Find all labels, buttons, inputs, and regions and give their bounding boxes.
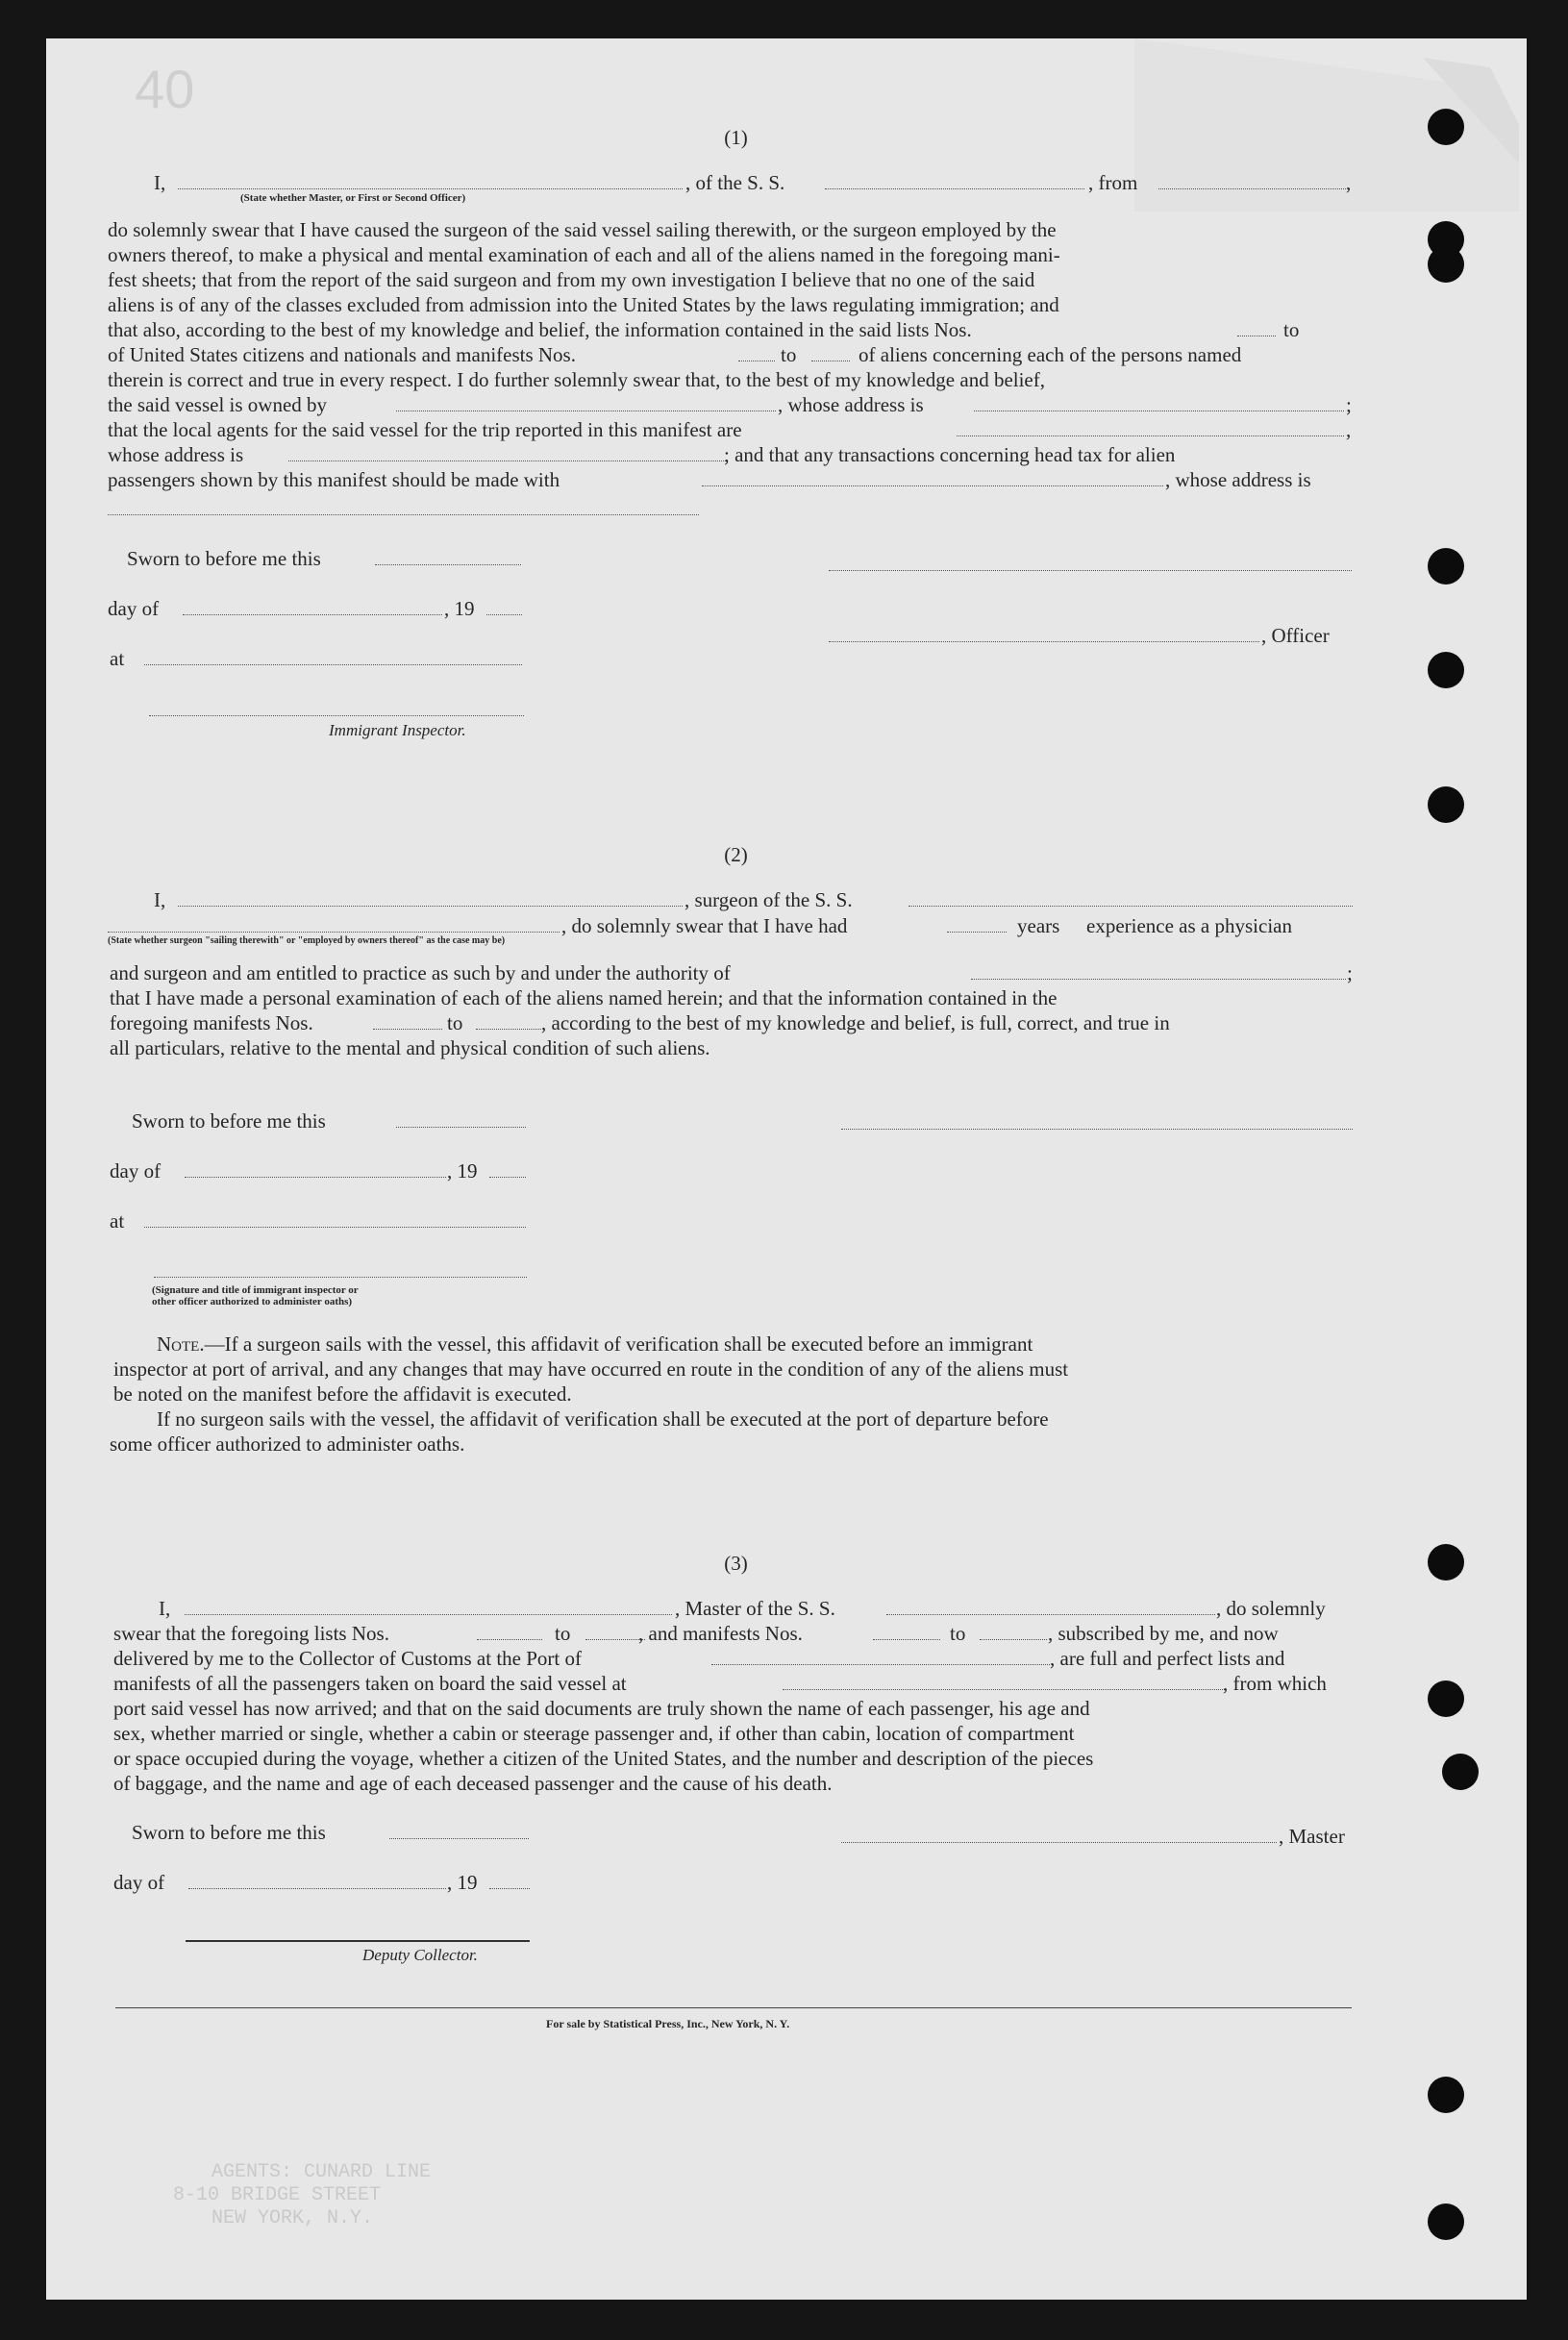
at-label: at <box>110 647 125 670</box>
punch-hole <box>1428 1680 1464 1717</box>
caption: (State whether Master, or First or Second Officer) <box>240 192 466 204</box>
signature-line[interactable] <box>829 570 1352 571</box>
field-label: , from <box>1088 171 1138 194</box>
note-text: —If a surgeon sails with the vessel, this affidavit of verification shall be executed before an immigrant <box>204 1332 1033 1356</box>
authority-field[interactable] <box>971 979 1346 980</box>
surgeon-name-field[interactable] <box>178 906 683 907</box>
note-line: inspector at port of arrival, and any changes that may have occurred en route in the condition of any of the aliens must <box>113 1357 1069 1381</box>
at-label: at <box>110 1209 125 1232</box>
caption: (State whether surgeon "sailing therewith" or "employed by owners thereof" as the case may be) <box>108 935 506 946</box>
paragraph-line: fest sheets; that from the report of the said surgeon and from my own investigation I believe that no one of the said <box>108 268 1035 291</box>
paragraph-line: aliens is of any of the classes excluded from admission into the United States by the laws regulating immigration; and <box>108 293 1059 316</box>
field-label: I, <box>154 888 166 911</box>
punch-hole <box>1428 786 1464 823</box>
at-place-field[interactable] <box>144 664 522 665</box>
master-name-field[interactable] <box>178 188 683 189</box>
footer-divider <box>115 2007 1352 2008</box>
years-field[interactable] <box>947 932 1007 933</box>
year-label: , 19 <box>447 1871 478 1894</box>
paragraph-line: , subscribed by me, and now <box>1048 1622 1279 1645</box>
surgeon-type-field[interactable] <box>108 932 560 933</box>
field-label: to <box>1283 318 1300 341</box>
paragraph-line: , and manifests Nos. <box>638 1622 803 1645</box>
paragraph-line: delivered by me to the Collector of Customs at the Port of <box>113 1647 582 1670</box>
punch-hole <box>1442 1754 1479 1790</box>
year-field[interactable] <box>489 1177 526 1178</box>
sworn-date-field[interactable] <box>375 564 521 565</box>
day-of-field[interactable] <box>183 614 442 615</box>
paragraph-line: manifests of all the passengers taken on board the said vessel at <box>113 1672 627 1695</box>
punctuation: , <box>1346 171 1352 194</box>
sworn-label: Sworn to before me this <box>132 1821 326 1844</box>
field-label: I, <box>159 1597 171 1620</box>
paragraph-line: the said vessel is owned by <box>108 393 328 416</box>
field-label: , do solemnly <box>1216 1597 1326 1620</box>
manifests-from-field[interactable] <box>873 1639 940 1640</box>
section-number: (3) <box>724 1552 748 1575</box>
paragraph-line: and surgeon and am entitled to practice as such by and under the authority of <box>110 961 731 984</box>
punch-hole <box>1428 2077 1464 2113</box>
paragraph-line: or space occupied during the voyage, whether a citizen of the United States, and the number and description of the pieces <box>113 1747 1094 1770</box>
field-label: years <box>1017 914 1060 937</box>
embarkation-port-field[interactable] <box>783 1689 1225 1690</box>
caption: (Signature and title of immigrant inspector or <box>152 1284 359 1296</box>
field-label: , of the S. S. <box>685 171 785 194</box>
field-label: to <box>950 1622 966 1645</box>
day-of-field[interactable] <box>188 1888 446 1889</box>
paragraph-line: owners thereof, to make a physical and mental examination of each and all of the aliens named in the foregoing mani- <box>108 243 1060 266</box>
day-of-label: day of <box>108 597 160 620</box>
sworn-label: Sworn to before me this <box>127 547 321 570</box>
master-ship-field[interactable] <box>886 1614 1215 1615</box>
punch-hole <box>1428 2203 1464 2240</box>
printer-credit: For sale by Statistical Press, Inc., New York, N. Y. <box>546 2017 790 2030</box>
year-field[interactable] <box>489 1888 530 1889</box>
ship-name-field[interactable] <box>825 188 1084 189</box>
field-label: to <box>781 343 797 366</box>
field-label: I, <box>154 171 166 194</box>
paragraph-line: port said vessel has now arrived; and that on the said documents are truly shown the name of each passenger, his age and <box>113 1697 1090 1720</box>
master-signature-field[interactable] <box>841 1842 1277 1843</box>
sworn-date-field[interactable] <box>396 1127 526 1128</box>
collector-signature-field[interactable] <box>186 1940 530 1942</box>
paragraph-line: whose address is <box>108 443 244 466</box>
from-port-field[interactable] <box>1158 188 1346 189</box>
at-place-field[interactable] <box>144 1227 526 1228</box>
paragraph-line: passengers shown by this manifest should be made with <box>108 468 560 491</box>
punctuation: , <box>1346 418 1352 441</box>
sworn-date-field[interactable] <box>389 1838 529 1839</box>
day-of-field[interactable] <box>185 1177 446 1178</box>
paragraph-line: sex, whether married or single, whether a cabin or steerage passenger and, if other than cabin, location of compartment <box>113 1722 1075 1745</box>
bleed-through-stamp: NEW YORK, N.Y. <box>212 2207 374 2229</box>
section-number: (1) <box>724 126 748 149</box>
field-label: to <box>447 1011 463 1034</box>
paragraph-line: ; and that any transactions concerning head tax for alien <box>724 443 1176 466</box>
officer-signature-field[interactable] <box>829 641 1259 642</box>
bleed-through-stamp: AGENTS: CUNARD LINE <box>212 2161 432 2183</box>
head-tax-agent-field[interactable] <box>702 485 1163 486</box>
head-tax-address-field[interactable] <box>108 514 699 515</box>
punctuation: ; <box>1347 961 1353 984</box>
paragraph-line: experience as a physician <box>1086 914 1292 937</box>
paragraph-line: all particulars, relative to the mental and physical condition of such aliens. <box>110 1036 710 1059</box>
official-signature-field[interactable] <box>154 1277 527 1278</box>
master-name-field[interactable] <box>185 1614 672 1615</box>
note-line: some officer authorized to administer oaths. <box>110 1432 465 1456</box>
punctuation: ; <box>1346 393 1352 416</box>
paragraph-line: swear that the foregoing lists Nos. <box>113 1622 389 1645</box>
punch-hole <box>1428 246 1464 283</box>
field-label: , whose address is <box>1165 468 1311 491</box>
paragraph-line: that the local agents for the said vessel for the trip reported in this manifest are <box>108 418 742 441</box>
lists-to-field[interactable] <box>585 1639 645 1640</box>
surgeon-signature-line[interactable] <box>841 1129 1353 1130</box>
note-label: Note. <box>157 1332 205 1356</box>
master-label: , Master <box>1279 1825 1345 1848</box>
paragraph-line: that also, according to the best of my knowledge and belief, the information contained in the said lists Nos. <box>108 318 972 341</box>
day-of-label: day of <box>110 1159 162 1182</box>
officer-label: , Officer <box>1261 624 1330 647</box>
caption: other officer authorized to administer oaths) <box>152 1296 353 1307</box>
paragraph-line: that I have made a personal examination of each of the aliens named herein; and that the information contained in the <box>110 986 1058 1009</box>
inspector-caption: Immigrant Inspector. <box>329 721 466 739</box>
section-number: (2) <box>724 843 748 866</box>
paragraph-line: , from which <box>1223 1672 1327 1695</box>
punch-hole <box>1428 548 1464 585</box>
paragraph-line: therein is correct and true in every respect. I do further solemnly swear that, to the best of my knowledge and belief, <box>108 368 1045 391</box>
paragraph-line: , do solemnly swear that I have had <box>561 914 848 937</box>
note-line: be noted on the manifest before the affidavit is executed. <box>113 1382 572 1406</box>
sworn-label: Sworn to before me this <box>132 1109 326 1133</box>
note-line: If no surgeon sails with the vessel, the affidavit of verification shall be executed at the port of departure before <box>157 1407 1049 1431</box>
note-line <box>157 1332 1033 1356</box>
surgeon-manifest-from-field[interactable] <box>373 1029 442 1030</box>
collector-caption: Deputy Collector. <box>362 1946 478 1964</box>
paragraph-line: foregoing manifests Nos. <box>110 1011 313 1034</box>
year-field[interactable] <box>486 614 522 615</box>
inspector-signature-field[interactable] <box>149 715 524 716</box>
field-label: , whose address is <box>778 393 924 416</box>
field-label: to <box>555 1622 571 1645</box>
manifests-to-field[interactable] <box>980 1639 1047 1640</box>
year-label: , 19 <box>444 597 475 620</box>
punch-hole <box>1428 652 1464 688</box>
paragraph-line: , are full and perfect lists and <box>1050 1647 1285 1670</box>
paragraph-line: , according to the best of my knowledge and belief, is full, correct, and true in <box>541 1011 1170 1034</box>
field-label: , Master of the S. S. <box>675 1597 835 1620</box>
paragraph-line: of United States citizens and nationals and manifests Nos. <box>108 343 576 366</box>
paragraph-line: of baggage, and the name and age of each deceased passenger and the cause of his death. <box>113 1772 833 1795</box>
surgeon-manifest-to-field[interactable] <box>476 1029 541 1030</box>
paragraph-line: do solemnly swear that I have caused the surgeon of the said vessel sailing therewith, or the surgeon employed by the <box>108 218 1057 241</box>
day-of-label: day of <box>113 1871 165 1894</box>
surgeon-ship-field[interactable] <box>908 906 1353 907</box>
lists-from-field[interactable] <box>477 1639 542 1640</box>
bleed-through-stamp: 8-10 BRIDGE STREET <box>173 2184 382 2206</box>
page-number: 40 <box>135 59 195 119</box>
port-field[interactable] <box>711 1664 1050 1665</box>
paragraph-line: of aliens concerning each of the persons named <box>859 343 1242 366</box>
year-label: , 19 <box>447 1159 478 1182</box>
field-label: , surgeon of the S. S. <box>684 888 853 911</box>
